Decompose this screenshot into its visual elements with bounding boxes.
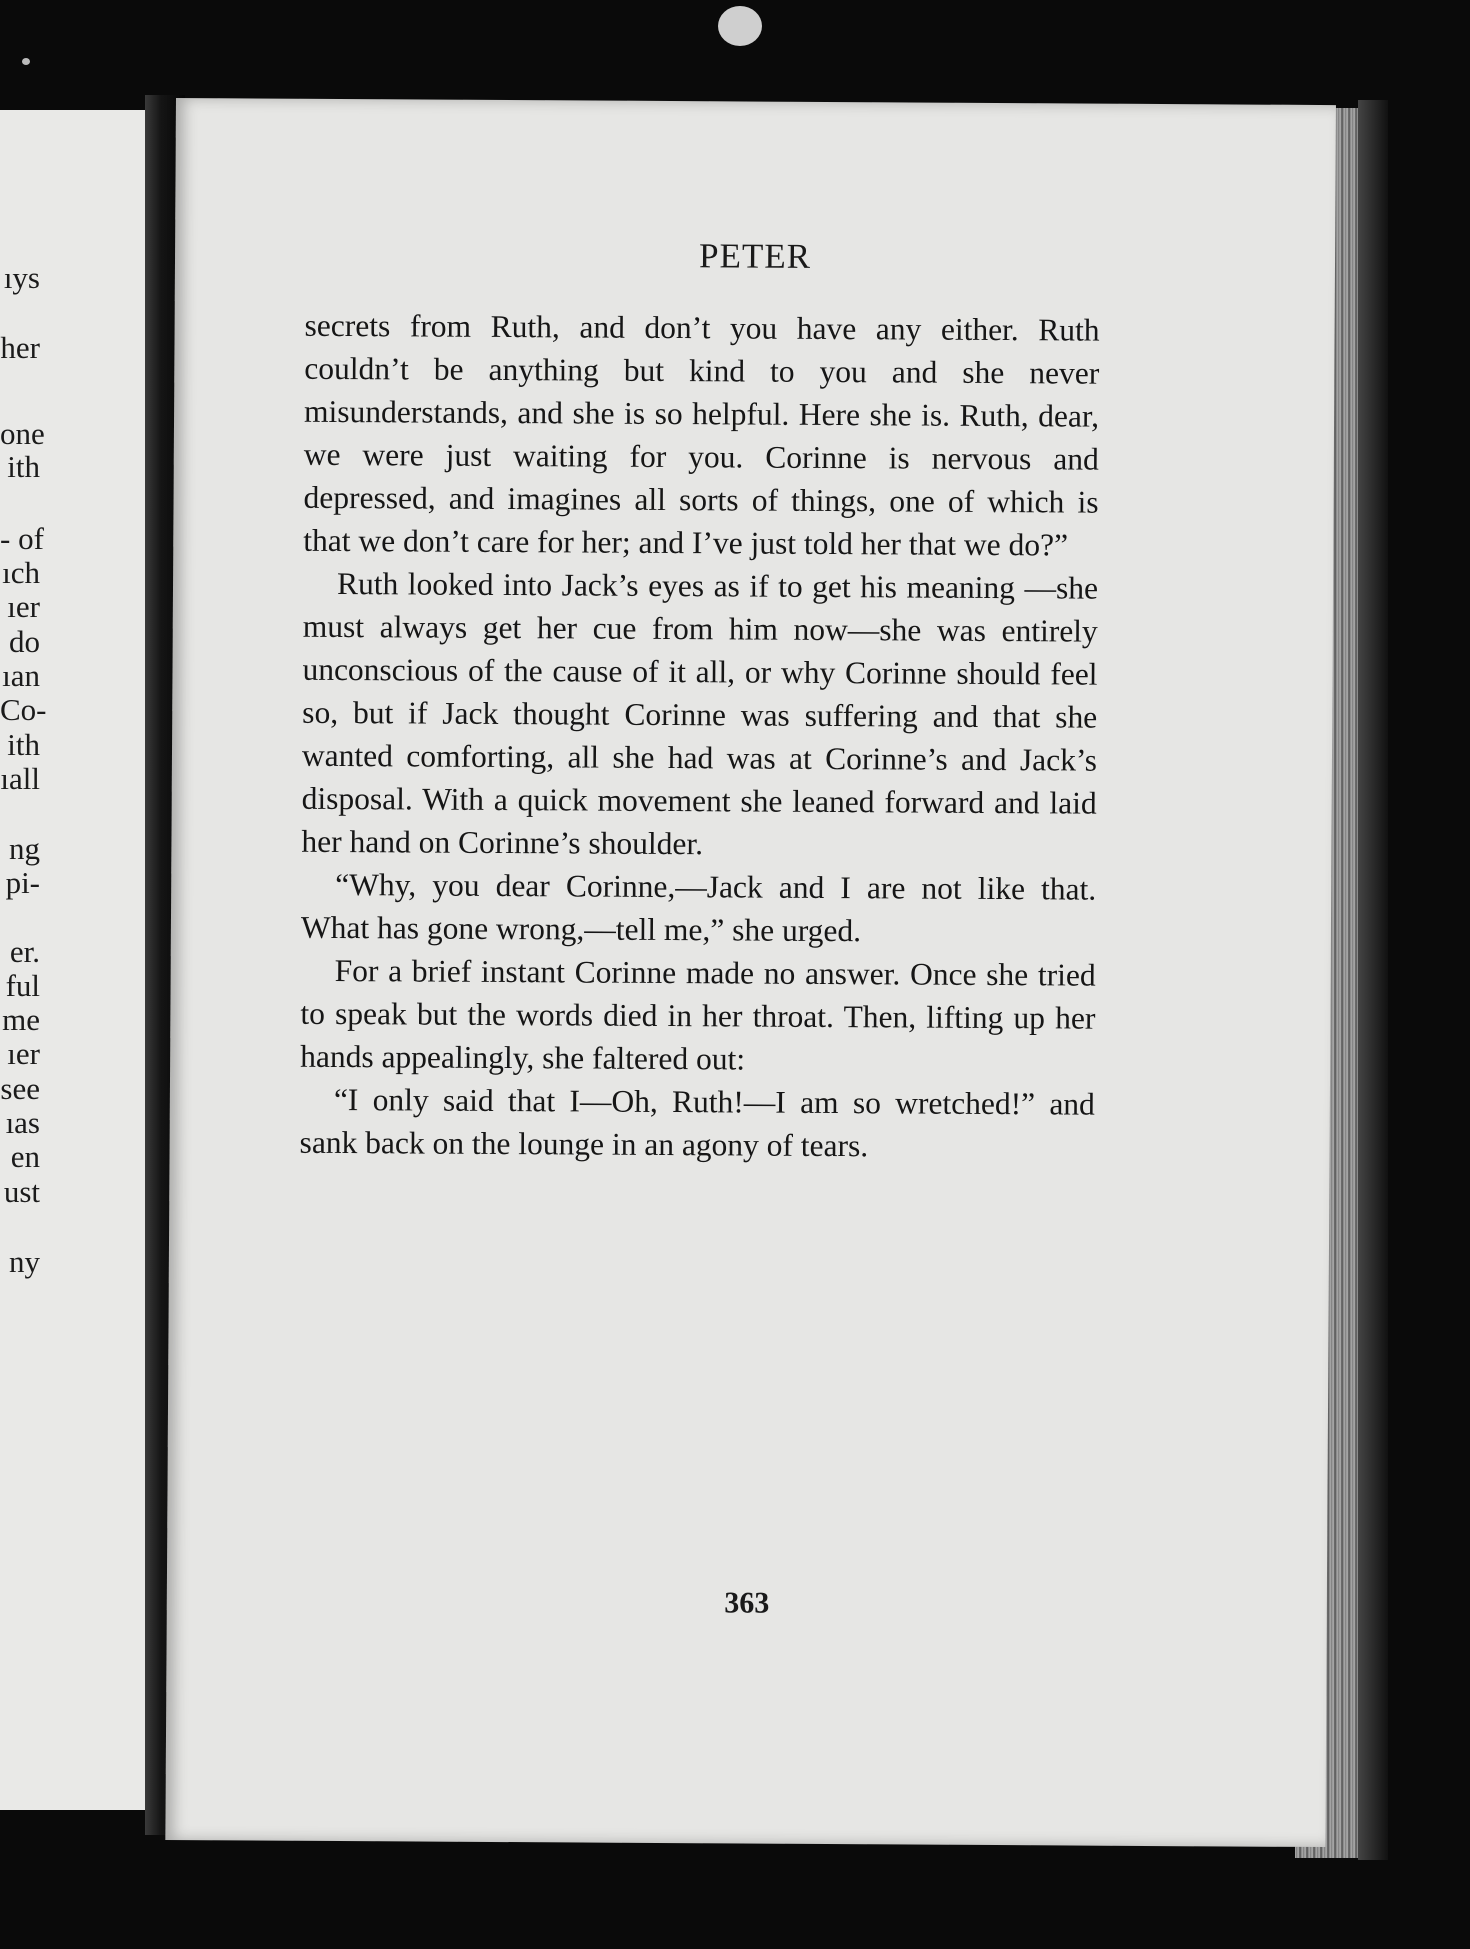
previous-page-text-fragment: ith — [7, 727, 40, 762]
paragraph-2: Ruth looked into Jack’s eyes as if to get his meaning —she must always get her cue from him now—she was entirely unconscious of the cause of it all, or why Corinne should feel so, but if Jack thought Corinne was suffering and that she wanted comforting, all she had was at Corinne’s and Jack’s disposal. With a quick movement she leaned forward and laid her hand on Corinne’s shoulder. — [301, 565, 1099, 862]
page-number: 363 — [724, 1586, 770, 1620]
previous-page-text-fragment: ıys — [3, 260, 40, 295]
previous-page-text-fragment: er. — [9, 934, 40, 969]
paragraph-4: For a brief instant Corinne made no answer. Once she tried to speak but the words died in her throat. Then, lifting up her hands appealingly, she faltered out: — [300, 952, 1096, 1077]
paragraph-1: secrets from Ruth, and don’t you have any either. Ruth couldn’t be anything but kind to you and she never misunderstands, and she is so helpful. Here she is. Ruth, dear, we were just waiting for you. Corinne is nervous and depressed, and imagines all sorts of things, one of which is that we don’t care for her; and I’ve just told her that we do?” — [303, 307, 1100, 563]
previous-page-text-fragment: ng — [9, 831, 40, 866]
book-edge-shadow — [1358, 100, 1388, 1860]
previous-page-text-fragment: ıall — [0, 761, 40, 796]
previous-page-text-fragment: ıer — [7, 1036, 40, 1071]
dust-speck — [22, 58, 30, 65]
previous-page-text-fragment: Co- — [0, 692, 47, 727]
previous-page-text-fragment: her — [0, 330, 40, 365]
previous-page-text-fragment: ith — [7, 449, 40, 484]
previous-page-text-fragment: pi- — [5, 865, 40, 900]
previous-page-text-fragment: see — [0, 1071, 40, 1106]
paragraph-3: “Why, you dear Corinne,—Jack and I are not like that. What has gone wrong,—tell me,” she urged. — [300, 866, 1097, 949]
previous-page-text-fragment: do — [9, 624, 40, 659]
previous-page-text-fragment: me — [2, 1002, 40, 1037]
previous-page-text-fragment: ıas — [5, 1105, 40, 1140]
previous-page-text-fragment: ıer — [7, 589, 40, 624]
body-text — [299, 304, 1099, 1169]
running-head: PETER — [698, 236, 812, 276]
previous-page-text-fragment: ust — [3, 1174, 40, 1209]
previous-page-text-fragment: ny — [9, 1244, 40, 1279]
book-page — [165, 98, 1336, 1847]
previous-page-text-fragment: ıan — [2, 658, 40, 693]
previous-page-text-fragment: ıch — [2, 555, 40, 590]
previous-page-text-fragment: ful — [5, 968, 40, 1003]
previous-page-text-fragment: en — [10, 1139, 40, 1174]
previous-page-text-fragment: - of — [0, 521, 44, 556]
previous-page-fragment — [0, 110, 168, 1810]
paragraph-5: “I only said that I—Oh, Ruth!—I am so wretched!” and sank back on the lounge in an agony of tears. — [299, 1081, 1095, 1164]
dust-speck — [718, 6, 762, 46]
previous-page-text-fragment: one — [0, 416, 45, 451]
